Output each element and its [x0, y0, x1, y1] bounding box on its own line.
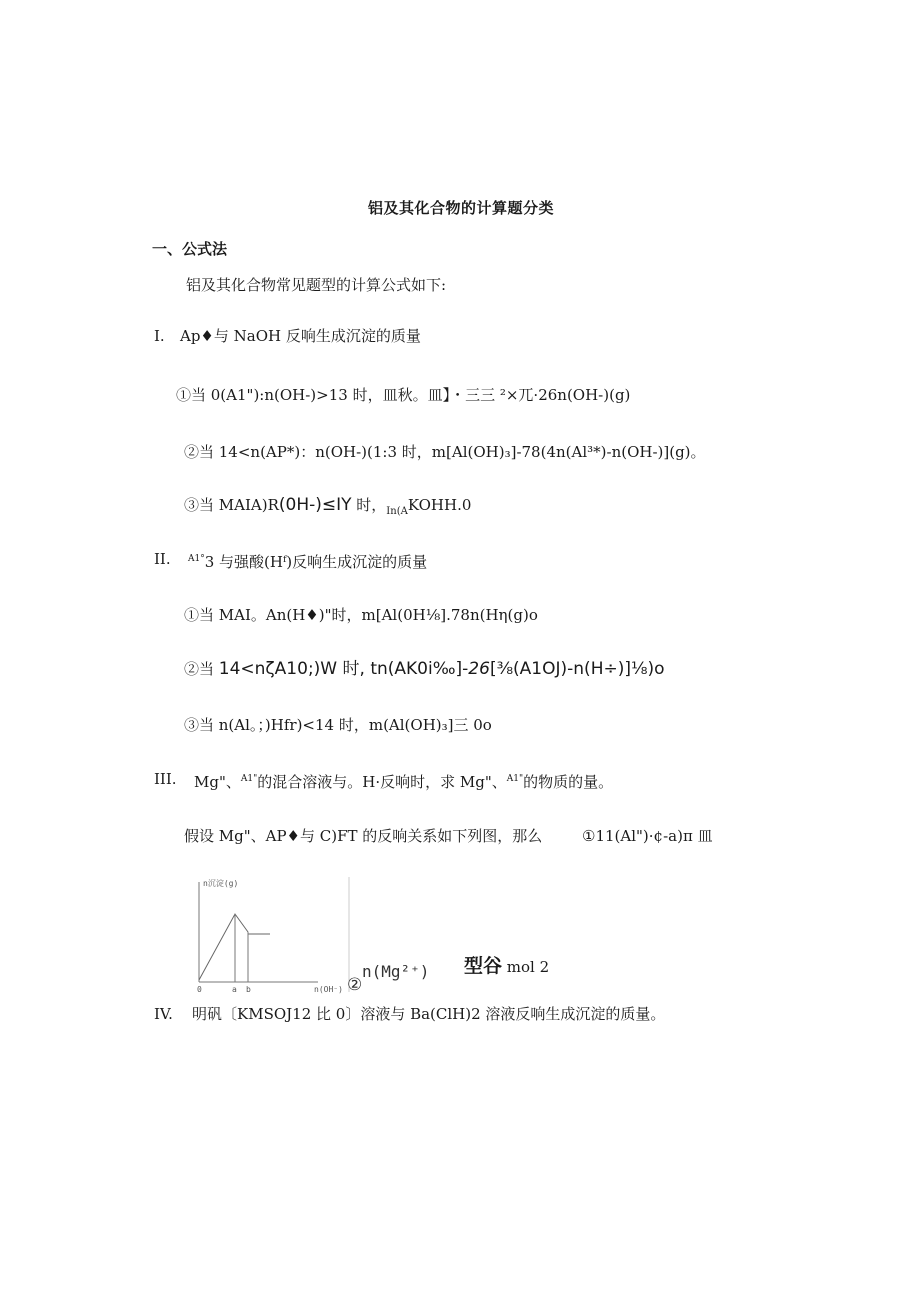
item-ii-formula-2-d: [⅜(A1OJ)-n(H÷)]⅛)o: [489, 659, 665, 679]
item-i-label: I.: [154, 327, 165, 345]
item-ii-formula-2: [184, 660, 665, 678]
item-i-formula-3-b: (0H-)≤IY: [278, 495, 352, 515]
mol-label-rest: mol 2: [502, 958, 550, 976]
item-iii-text-c: 的物质的量。: [523, 773, 614, 791]
graph-y-label: n沉淀(g): [203, 879, 239, 888]
item-i-formula-3-c: 时，: [351, 496, 387, 514]
section-heading: 一、公式法: [152, 240, 228, 258]
graph-tick-a: a: [232, 985, 237, 994]
item-ii-text: 3 与强酸(Hᶠ)反响生成沉淀的质量: [204, 553, 428, 571]
mg-label: n(Mg²⁺): [362, 962, 430, 981]
item-i-formula-3-d: In(A: [386, 506, 408, 517]
intro-text: 铝及其化合物常见题型的计算公式如下:: [186, 276, 447, 294]
item-iii-formula-1: ①11(Al")·¢-a)π 皿: [582, 827, 713, 845]
graph-tick-0: 0: [197, 985, 202, 994]
item-i-formula-3: [184, 496, 471, 521]
item-ii-formula-2-c: 26: [468, 659, 490, 679]
item-iii-label: III.: [154, 770, 177, 788]
item-ii-label: II.: [154, 550, 171, 568]
graph-x-label: n(OH⁻): [314, 985, 343, 994]
item-ii-formula-2-a: ②当: [184, 660, 219, 678]
item-i-formula-3-e: KOHH.0: [407, 496, 472, 514]
item-i-formula-1: ①当 0(A1"):n(OH-)>13 时，皿秋。皿】・三三 ²×兀·26n(OH-)(g): [176, 386, 631, 404]
item-ii-formula-2-b: 14<nζA10;)W 时, tn(AK0i‰]-: [218, 659, 469, 679]
item-iv-text: 明矾〔KMSOJ12 比 0〕溶液与 Ba(ClH)2 溶液反响生成沉淀的质量。: [192, 1005, 666, 1023]
item-iii-sup-1: A1": [240, 774, 258, 784]
item-ii-sup: A1°: [188, 554, 205, 564]
item-i-formula-2: ②当 14<n(AP*)：n(OH-)(1:3 时，m[Al(OH)₃]-78(4n(Al³*)-n(OH-)](g)。: [184, 443, 706, 461]
item-iii-assume: 假设 Mg"、AP♦与 C)FT 的反响关系如下列图，那么: [184, 827, 543, 845]
circle-two: ②: [347, 975, 363, 995]
item-iii-text-line: [194, 770, 613, 791]
item-i-text: Ap♦与 NaOH 反响生成沉淀的质量: [180, 327, 421, 345]
item-i-formula-3-a: ③当 MAIA)R: [184, 496, 279, 514]
item-iv-label: IV.: [154, 1005, 173, 1023]
item-iii-text-a: Mg"、: [194, 773, 241, 791]
item-ii-text-line: [188, 550, 427, 571]
mol-label: [464, 951, 549, 978]
precipitate-graph: [190, 872, 363, 997]
item-iii-text-b: 的混合溶液与。H·反响时，求 Mg"、: [257, 773, 507, 791]
mol-label-big: 型谷: [464, 955, 503, 977]
item-iii-sup-2: A1": [506, 774, 524, 784]
graph-tick-b: b: [246, 985, 251, 994]
item-ii-formula-3: ③当 n(Al。；)Hfr)<14 时，m(Al(OH)₃]三 0o: [184, 716, 492, 734]
document-title: 铝及其化合物的计算题分类: [368, 199, 555, 217]
item-ii-formula-1: ①当 MAI。An(H♦)"时，m[Al(0H⅛].78n(Hη(g)o: [184, 606, 538, 624]
